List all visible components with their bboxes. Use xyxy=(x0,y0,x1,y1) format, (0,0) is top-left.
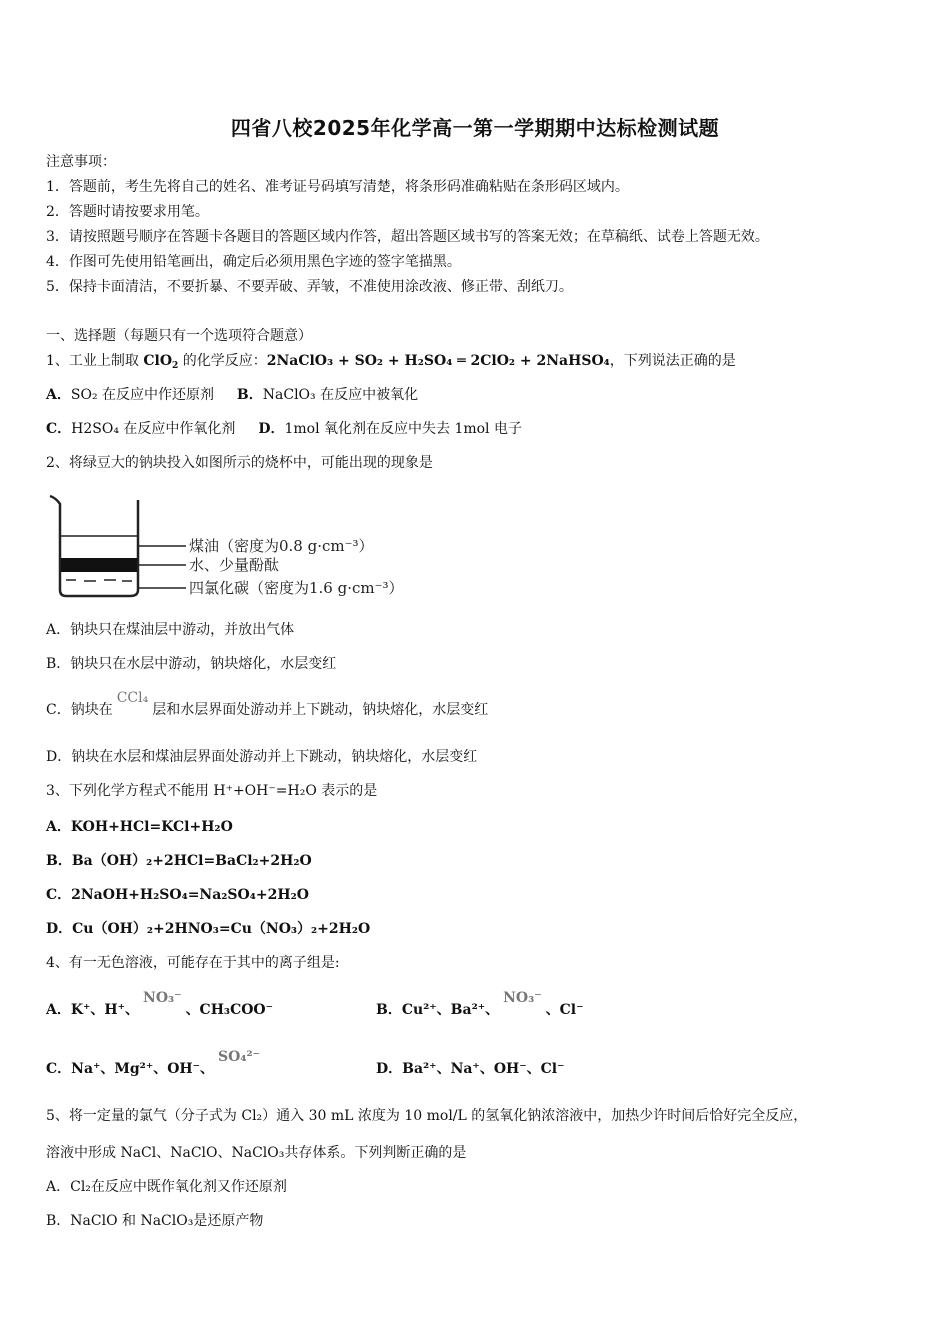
q4-option-c xyxy=(46,1049,264,1079)
notice-item: 4．作图可先使用铅笔画出，确定后必须用黑色字迹的签字笔描黑。 xyxy=(46,254,461,270)
q1-formula-base: ClO xyxy=(143,353,173,369)
beaker-figure xyxy=(46,490,446,605)
notice-heading: 注意事项： xyxy=(46,154,116,170)
q4-option-a-text: A．K⁺、H⁺、 xyxy=(46,1002,140,1018)
q5-option-a: A．Cl₂在反应中既作氧化剂又作还原剂 xyxy=(46,1179,287,1195)
q2-option-c xyxy=(46,690,489,720)
q1-option-a: SO₂ 在反应中作还原剂 xyxy=(70,387,215,403)
q4-option-d: D．Ba²⁺、Na⁺、OH⁻、Cl⁻ xyxy=(376,1061,565,1077)
q1-option-c: H2SO₄ 在反应中作氧化剂 xyxy=(71,421,236,437)
q1-option-d: 1mol 氧化剂在反应中失去 1mol 电子 xyxy=(284,421,522,437)
ccl4-layer xyxy=(66,580,132,581)
notice-item: 2．答题时请按要求用笔。 xyxy=(46,204,209,220)
nitrate-ion: NO₃⁻ xyxy=(503,990,542,1006)
q2-option-c-text: 层和水层界面处游动并上下跳动，钠块熔化，水层变红 xyxy=(152,702,489,718)
fig-label-ccl4: 四氯化碳（密度为1.6 g·cm⁻³） xyxy=(189,579,404,597)
q5-option-b: B．NaClO 和 NaClO₃是还原产物 xyxy=(46,1213,264,1229)
notice-item: 5．保持卡面清洁，不要折暴、不要弄破、弄皱，不准使用涂改液、修正带、刮纸刀。 xyxy=(46,279,573,295)
fig-label-water: 水、少量酚酞 xyxy=(189,556,280,574)
fig-label-kerosene: 煤油（密度为0.8 g·cm⁻³） xyxy=(189,537,374,555)
q4-option-a-text: 、CH₃COO⁻ xyxy=(185,1002,273,1018)
q2-option-d: D．钠块在水层和煤油层界面处游动并上下跳动，钠块熔化，水层变红 xyxy=(46,749,478,765)
ccl4-formula: CCl₄ xyxy=(116,690,149,706)
water-layer xyxy=(61,558,137,572)
q1-formula-sub: 2 xyxy=(172,361,179,371)
question-5-stem-line1: 5、将一定量的氯气（分子式为 Cl₂）通入 30 mL 浓度为 10 mol/L 的氢氧化钠浓溶液中，加热少许时间后恰好完全反应， xyxy=(46,1108,808,1124)
q4-option-b-text: B．Cu²⁺、Ba²⁺、 xyxy=(376,1002,500,1018)
question-5-stem-line2: 溶液中形成 NaCl、NaClO、NaClO₃共存体系。下列判断正确的是 xyxy=(46,1145,467,1161)
notice-item: 1．答题前，考生先将自己的姓名、准考证号码填写清楚，将条形码准确粘贴在条形码区域内。 xyxy=(46,179,629,195)
q2-option-c-text: C．钠块在 xyxy=(46,702,113,718)
nitrate-ion: NO₃⁻ xyxy=(143,990,182,1006)
question-3-stem: 3、下列化学方程式不能用 H⁺+OH⁻=H₂O 表示的是 xyxy=(46,783,378,799)
q2-option-b: B．钠块只在水层中游动，钠块熔化，水层变红 xyxy=(46,656,337,672)
notice-item: 3．请按照题号顺序在答题卡各题目的答题区域内作答，超出答题区域书写的答案无效；在草稿纸、试卷上答题无效。 xyxy=(46,229,769,245)
q1-stem-text: 1、工业上制取 xyxy=(46,353,144,369)
question-1-options-cd xyxy=(46,419,522,439)
q1-option-d-label: D． xyxy=(258,421,285,437)
q1-option-b-label: B． xyxy=(236,387,263,403)
q2-option-a: A．钠块只在煤油层中游动，并放出气体 xyxy=(46,622,295,638)
page-title: 四省八校2025年化学高一第一学期期中达标检测试题 xyxy=(230,116,720,140)
question-2-stem: 2、将绿豆大的钠块投入如图所示的烧杯中，可能出现的现象是 xyxy=(46,455,433,471)
q1-option-c-label: C． xyxy=(46,421,72,437)
section-heading: 一、选择题（每题只有一个选项符合题意） xyxy=(46,328,312,344)
q3-option-b: B．Ba（OH）₂+2HCl=BaCl₂+2H₂O xyxy=(46,853,312,869)
q4-option-b-text: 、Cl⁻ xyxy=(545,1002,584,1018)
q4-option-b xyxy=(376,990,584,1020)
sulfate-ion: SO₄²⁻ xyxy=(218,1049,260,1065)
q3-option-a: A．KOH+HCl=KCl+H₂O xyxy=(46,819,233,835)
q4-option-c-text: C．Na⁺、Mg²⁺、OH⁻、 xyxy=(46,1061,215,1077)
q1-option-a-label: A． xyxy=(46,387,71,403)
question-1-options-ab xyxy=(46,385,418,405)
q3-option-c: C．2NaOH+H₂SO₄=Na₂SO₄+2H₂O xyxy=(46,887,309,903)
q4-option-a xyxy=(46,990,273,1020)
question-1-stem xyxy=(46,351,736,371)
question-4-stem: 4、有一无色溶液，可能存在于其中的离子组是: xyxy=(46,955,340,971)
q1-formula xyxy=(143,353,178,369)
q1-equation: 2NaClO₃ + SO₂ + H₂SO₄ ═ 2ClO₂ + 2NaHSO₄ xyxy=(266,353,610,369)
q1-stem-text: 的化学反应： xyxy=(178,353,267,369)
q3-option-d: D．Cu（OH）₂+2HNO₃=Cu（NO₃）₂+2H₂O xyxy=(46,921,371,937)
q1-option-b: NaClO₃ 在反应中被氧化 xyxy=(262,387,419,403)
q1-stem-text: ，下列说法正确的是 xyxy=(609,353,736,369)
